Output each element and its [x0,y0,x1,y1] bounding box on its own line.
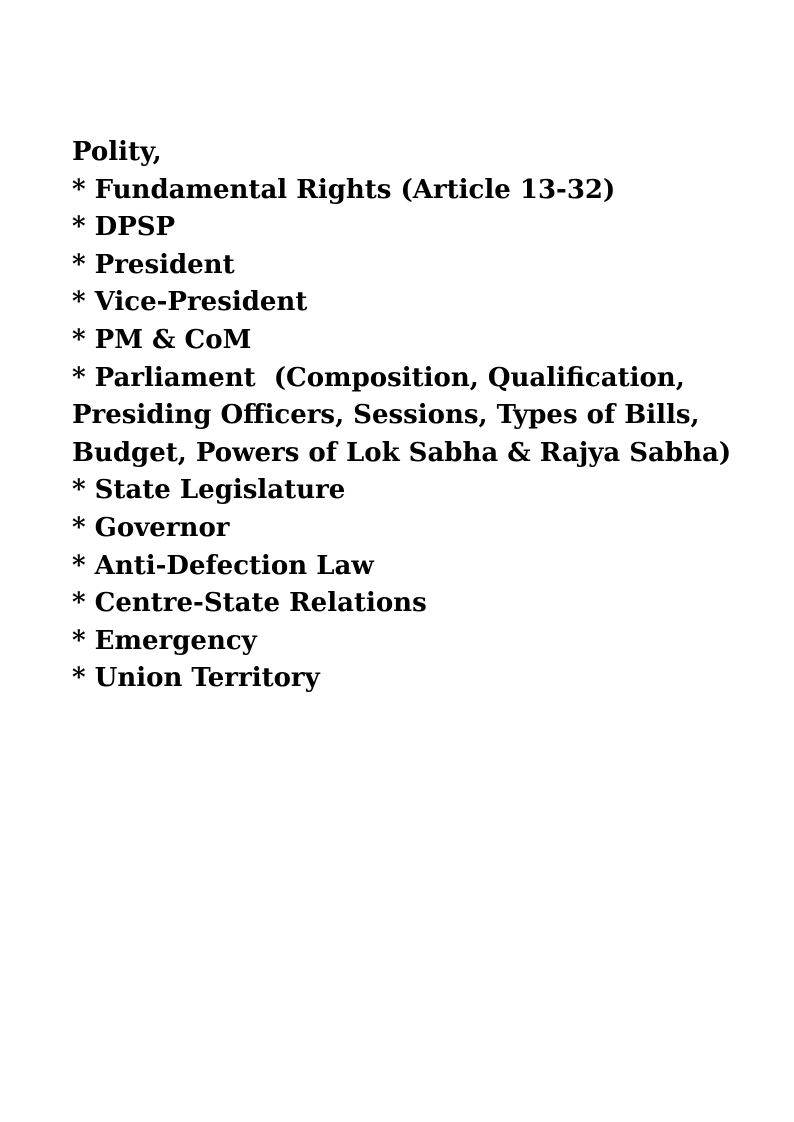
section-heading: Polity, [72,137,162,167]
list-item: * DPSP [72,212,176,243]
list-item: * President [72,249,235,280]
topic-list [72,134,784,698]
list-item: * PM & CoM [72,324,252,355]
list-item-parliament-line-1: * Parliament (Composition, Qualification, [72,362,685,393]
list-item-parliament-line-2: Presiding Officers, Sessions, Types of Bills, [72,400,700,431]
list-item: * Emergency [72,625,257,656]
list-item: * Anti-Defection Law [72,550,374,581]
list-item: * Vice-President [72,287,308,318]
list-item: * Centre-State Relations [72,588,427,619]
list-item: * Fundamental Rights (Article 13-32) [72,174,616,205]
list-item-parliament-line-3: Budget, Powers of Lok Sabha & Rajya Sabha) [72,437,732,468]
list-item: * Union Territory [72,663,320,694]
list-item: * Governor [72,512,230,543]
list-item: * State Legislature [72,475,346,506]
